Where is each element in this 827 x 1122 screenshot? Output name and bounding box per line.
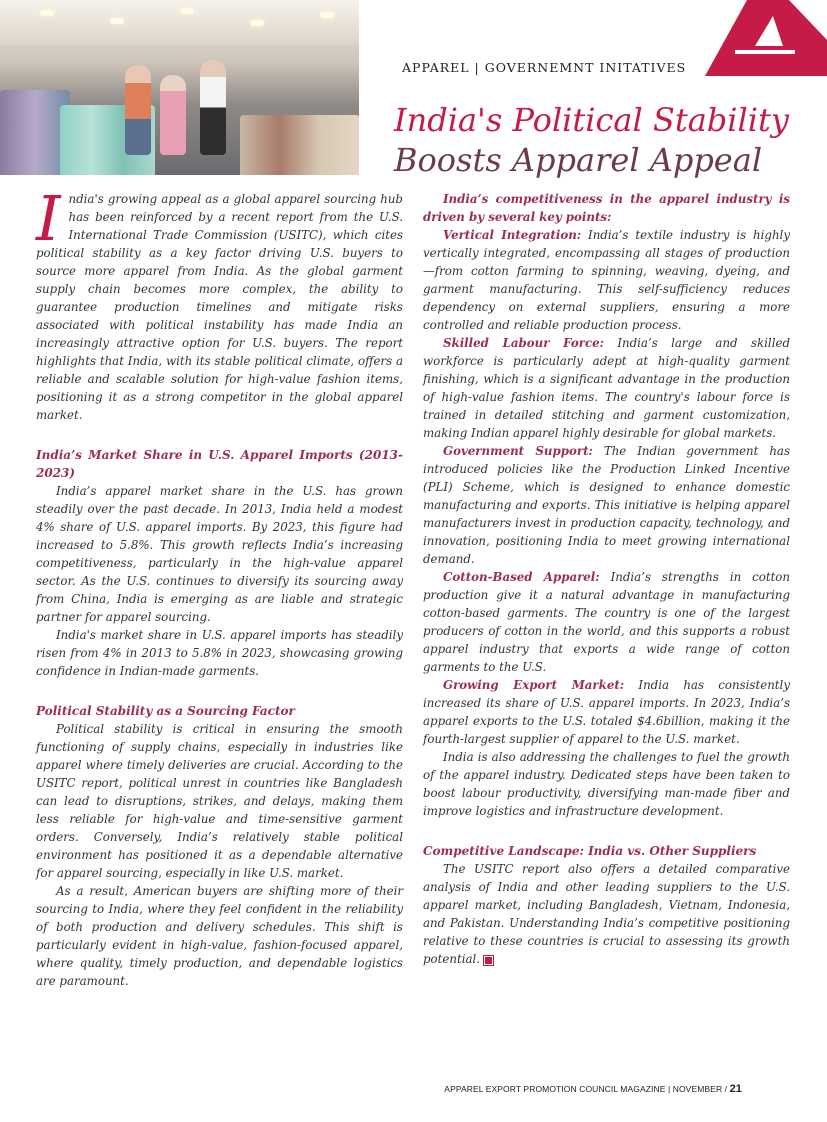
point-lead: Government Support: [443, 444, 593, 458]
ceiling-light [250, 20, 264, 26]
paragraph-political-2: As a result, American buyers are shifting more of their sourcing to India, where they feel confident in the reliability of both production and delivery schedules. This shift is particularly evident in high-value, fashion-focused apparel, where quality, timely production, and dependable logistics are paramount. [36, 884, 403, 988]
mannequin [200, 60, 226, 155]
point-lead: Growing Export Market: [443, 678, 625, 692]
ceiling-light [180, 8, 194, 14]
point-text: The Indian government has introduced policies like the Production Linked Incentive (PLI) Scheme, which is designed to enhance domestic manufacturing and exports. This initiative is helping apparel manufacturers invest in production capacity, technology, and innovation, positioning India to meet growing international demand. [423, 444, 791, 566]
mannequin [125, 65, 151, 155]
apparel-logo-icon [677, 0, 827, 76]
hero-photo-store [0, 0, 359, 175]
paragraph-competitive [423, 860, 790, 968]
title-line-2: Boosts Apparel Appeal [394, 141, 763, 179]
point-text: India’s large and skilled workforce is particularly adept at high-quality garment finishing, which is a significant advantage in the production of high-value fashion items. The country's labour force is trained in detailed stitching and garment customization, making Indian apparel highly desirable for global markets. [423, 336, 790, 440]
paragraph-market-1: India’s apparel market share in the U.S. has grown steadily over the past decade. In 2013, India held a modest 4% share of U.S. apparel imports. By 2023, this figure had increased to 5.8%. This growth reflects India’s increasing competitiveness, particularly in the high-value apparel sector. As the U.S. continues to diversify its sourcing away from China, India is emerging as are liable and strategic partner for apparel sourcing. [36, 484, 403, 624]
mannequin [160, 75, 186, 155]
drop-cap: I [36, 182, 61, 255]
ceiling-light [320, 12, 334, 18]
point-text: India has consistently increased its share of U.S. apparel imports. In 2023, India’s apparel exports to the U.S. totaled $4.6billion, making it the fourth-largest supplier of apparel to the U.S. market. [423, 678, 790, 746]
clothing-rack [240, 115, 359, 175]
right-column [423, 190, 790, 968]
point-text: India’s strengths in cotton production give it a natural advantage in manufacturing cotton-based garments. The country is one of the largest producers of cotton in the world, and this supports a robust apparel industry that exports a wide range of cotton garments to the U.S. [423, 570, 791, 674]
point-skilled-labour [423, 334, 790, 442]
page-footer [444, 1083, 742, 1095]
section-label: APPAREL | GOVERNEMNT INITATIVES [402, 60, 687, 75]
heading-competitive-landscape: Competitive Landscape: India vs. Other Suppliers [423, 844, 757, 858]
point-lead: Skilled Labour Force: [443, 336, 604, 350]
point-text: India’s textile industry is highly vertically integrated, encompassing all stages of production—from cotton farming to spinning, weaving, dyeing, and garment manufacturing. This self-sufficiency reduces dependency on external suppliers, ensuring a more controlled and reliable production process. [423, 228, 790, 332]
intro-text: ndia's growing appeal as a global apparel sourcing hub has been reinforced by a recent report from the U.S. International Trade Commission (USITC), which cites political stability as a key factor driving U.S. buyers to source more apparel from India. As the global garment supply chain becomes more complex, the ability to guarantee production timelines and mitigate risks associated with political instability has made India an increasingly attractive option for U.S. buyers. The report highlights that India, with its stable political climate, offers a reliable and scalable solution for high-value fashion items, positioning it as a strong competitor in the global apparel market. [36, 192, 403, 422]
competitive-text: The USITC report also offers a detailed comparative analysis of India and other leading suppliers to the U.S. apparel market, including Bangladesh, Vietnam, Indonesia, and Pakistan. Understanding India’s competitive positioning relative to these countries is crucial to assessing its growth potential. [423, 862, 790, 966]
paragraph-political-1: Political stability is critical in ensuring the smooth functioning of supply chains, especially in industries like apparel where timely deliveries are crucial. According to the USITC report, political unrest in countries like Bangladesh can lead to disruptions, strikes, and delays, making them less reliable for high-value and time-sensitive garment orders. Conversely, India’s relatively stable political environment has positioned it as a dependable alternative for apparel sourcing, especially in like U.S. market. [36, 722, 403, 880]
store-ceiling [0, 0, 359, 45]
title-line-1: India's Political Stability [394, 101, 789, 139]
competitiveness-intro: India’s competitiveness in the apparel industry is driven by several key points: [423, 192, 790, 224]
point-lead: Cotton-Based Apparel: [443, 570, 600, 584]
point-government-support [423, 442, 790, 568]
page-title [394, 100, 814, 180]
point-lead: Vertical Integration: [443, 228, 582, 242]
point-vertical-integration [423, 226, 790, 334]
left-column [36, 182, 403, 990]
paragraph-market-2: India's market share in U.S. apparel imports has steadily risen from 4% in 2013 to 5.8% in 2023, showcasing growing confidence in Indian-made garments. [36, 628, 403, 678]
point-cotton-apparel [423, 568, 790, 676]
heading-market-share: India’s Market Share in U.S. Apparel Imports (2013-2023) [36, 448, 403, 480]
footer-text: APPAREL EXPORT PROMOTION COUNCIL MAGAZINE | NOVEMBER / [444, 1084, 730, 1094]
intro-paragraph [36, 182, 403, 424]
ceiling-light [40, 10, 54, 16]
ceiling-light [110, 18, 124, 24]
paragraph-challenges: India is also addressing the challenges to fuel the growth of the apparel industry. Dedicated steps have been taken to boost labour productivity, diversifying man-made fiber and improve logistics and infrastructure development. [423, 750, 790, 818]
heading-political-stability: Political Stability as a Sourcing Factor [36, 704, 295, 718]
point-export-market [423, 676, 790, 748]
page-number: 21 [729, 1083, 742, 1095]
end-mark-icon [484, 956, 493, 965]
